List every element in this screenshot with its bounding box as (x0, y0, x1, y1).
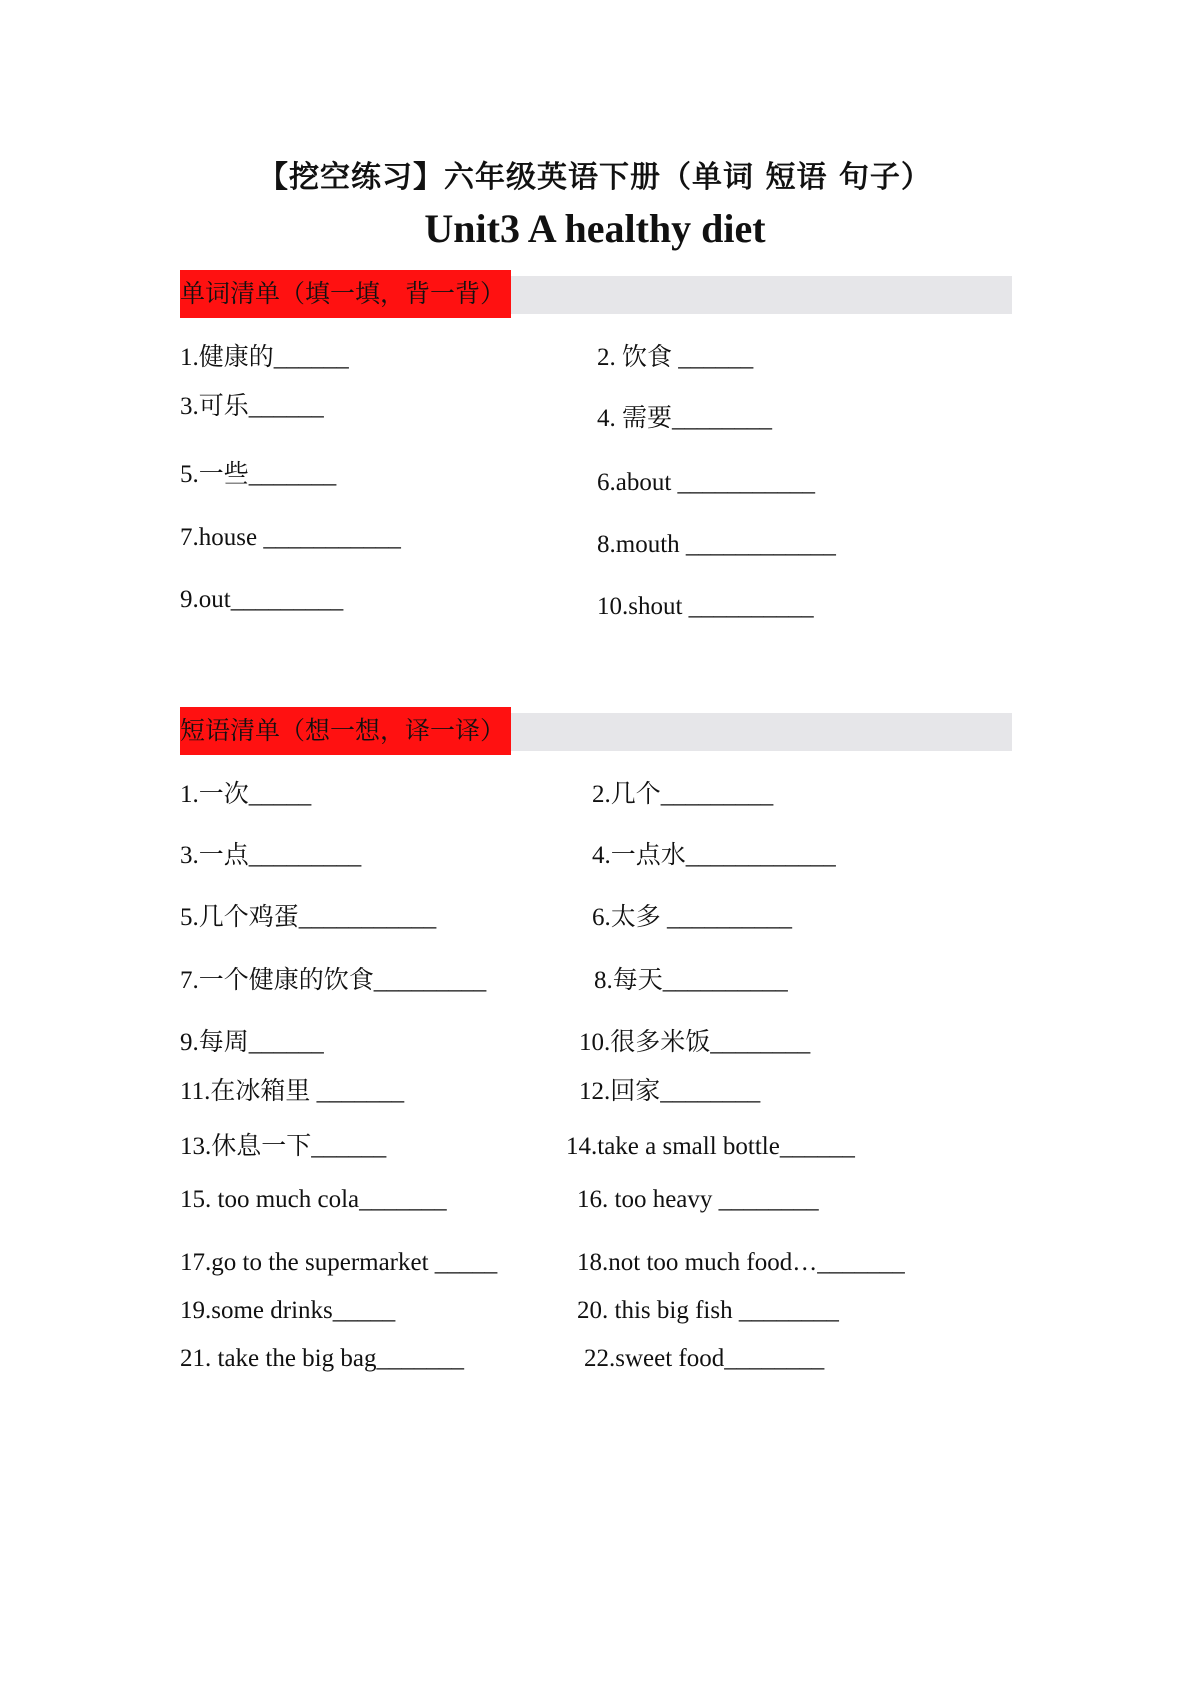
phrase-item: 18.not too much food…_______ (577, 1249, 905, 1276)
phrases-section-label: 短语清单（想一想，译一译） (180, 707, 511, 755)
phrase-item: 10.很多米饭________ (579, 1029, 811, 1056)
phrase-item: 8.每天__________ (594, 967, 788, 994)
word-item: 9.out_________ (180, 586, 344, 613)
phrase-item: 22.sweet food________ (584, 1345, 825, 1372)
word-item: 6.about ___________ (597, 469, 816, 496)
words-section-label: 单词清单（填一填，背一背） (180, 270, 511, 318)
phrase-item: 20. this big fish ________ (577, 1297, 839, 1324)
page-title-en: Unit3 A healthy diet (424, 206, 766, 251)
phrase-item: 1.一次_____ (180, 781, 312, 808)
page-title-cn: 【挖空练习】六年级英语下册（单词 短语 句子） (258, 160, 932, 195)
phrase-item: 6.太多 __________ (592, 904, 793, 931)
phrase-item: 2.几个_________ (592, 781, 774, 808)
phrase-item: 19.some drinks_____ (180, 1297, 396, 1324)
phrase-item: 3.一点_________ (180, 842, 362, 869)
phrase-item: 7.一个健康的饮食_________ (180, 967, 487, 994)
word-item: 7.house ___________ (180, 524, 401, 551)
phrase-item: 13.休息一下______ (180, 1133, 387, 1160)
word-item: 3.可乐______ (180, 393, 324, 420)
phrase-item: 15. too much cola_______ (180, 1186, 447, 1213)
word-item: 5.一些_______ (180, 461, 337, 488)
word-item: 8.mouth ____________ (597, 531, 836, 558)
phrase-item: 14.take a small bottle______ (566, 1133, 855, 1160)
word-item: 10.shout __________ (597, 593, 814, 620)
phrases-section-header (180, 713, 1012, 751)
word-item: 2. 饮食 ______ (597, 344, 754, 371)
words-section-header (180, 276, 1012, 314)
phrase-item: 16. too heavy ________ (577, 1186, 819, 1213)
phrase-item: 4.一点水____________ (592, 842, 836, 869)
phrase-item: 21. take the big bag_______ (180, 1345, 464, 1372)
phrase-item: 12.回家________ (579, 1078, 761, 1105)
word-item: 1.健康的______ (180, 344, 349, 371)
phrase-item: 17.go to the supermarket _____ (180, 1249, 498, 1276)
phrase-item: 11.在冰箱里 _______ (180, 1078, 405, 1105)
word-item: 4. 需要________ (597, 405, 773, 432)
phrase-item: 9.每周______ (180, 1029, 324, 1056)
phrase-item: 5.几个鸡蛋___________ (180, 904, 437, 931)
